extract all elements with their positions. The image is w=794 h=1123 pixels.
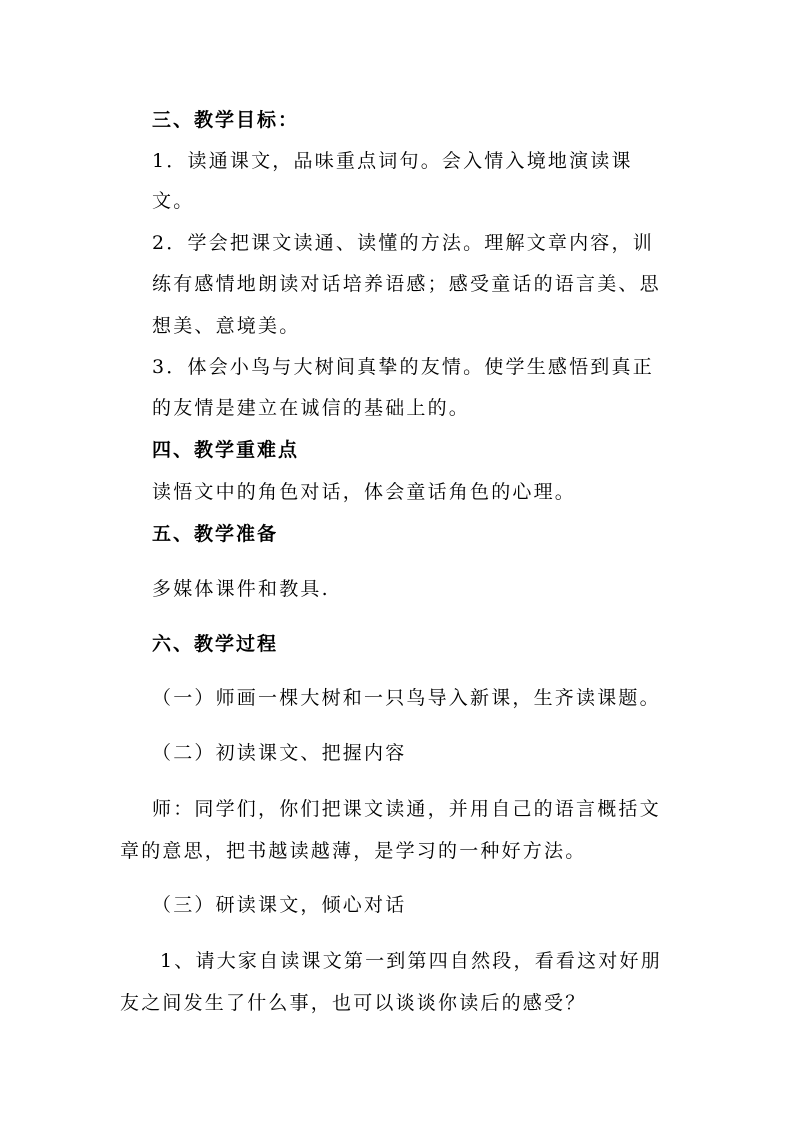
task-line-1: 1、请大家自读课文第一到第四自然段，看看这对好朋 bbox=[160, 950, 662, 972]
prep-heading: 五、教学准备 bbox=[152, 523, 279, 545]
step-1: （一）师画一棵大树和一只鸟导入新课，生齐读课题。 bbox=[152, 687, 661, 709]
objective-3-line-2: 的友情是建立在诚信的基础上的。 bbox=[152, 397, 471, 419]
prep-text: 多媒体课件和教具. bbox=[152, 578, 330, 600]
step-2: （二）初读课文、把握内容 bbox=[152, 742, 407, 764]
objective-2-line-1: 2．学会把课文读通、读懂的方法。理解文章内容，训 bbox=[152, 232, 654, 254]
difficulty-text: 读悟文中的角色对话，体会童话角色的心理。 bbox=[152, 481, 577, 503]
objective-1-line-2: 文。 bbox=[152, 190, 195, 212]
teacher-line-1: 师：同学们，你们把课文读通，并用自己的语言概括文 bbox=[152, 798, 661, 820]
objective-1-line-1: 1．读通课文，品味重点词句。会入情入境地演读课 bbox=[152, 150, 633, 172]
task-line-2: 友之间发生了什么事，也可以谈谈你读后的感受？ bbox=[120, 992, 587, 1014]
objective-2-line-2: 练有感情地朗读对话培养语感；感受童话的语言美、思 bbox=[152, 273, 661, 295]
process-heading: 六、教学过程 bbox=[152, 633, 279, 655]
teacher-line-2: 章的意思，把书越读越薄，是学习的一种好方法。 bbox=[120, 840, 587, 862]
objectives-heading: 三、教学目标： bbox=[152, 109, 300, 131]
step-3: （三）研读课文，倾心对话 bbox=[152, 894, 407, 916]
objective-2-line-3: 想美、意境美。 bbox=[152, 315, 301, 337]
objective-3-line-1: 3．体会小鸟与大树间真挚的友情。使学生感悟到真正 bbox=[152, 356, 654, 378]
difficulty-heading: 四、教学重难点 bbox=[152, 439, 300, 461]
